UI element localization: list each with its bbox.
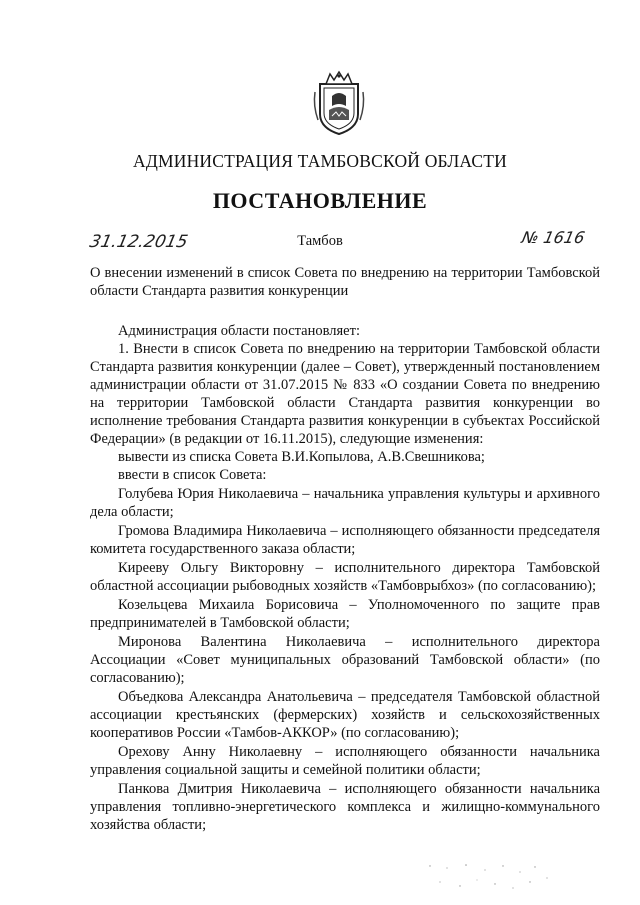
remove-members-paragraph: вывести из списка Совета В.И.Копылова, А.В.Свешникова; (118, 449, 485, 465)
member-entry: Объедкова Александра Анатольевича – председателя Тамбовской областной ассоциации крестьянских (фермерских) хозяйств и сельскохозяйственных кооперативов России «Тамбов-АККОР» (по согласованию); (90, 689, 600, 741)
city: Тамбов (297, 233, 343, 249)
member-entry: Миронова Валентина Николаевича – исполнительного директора Ассоциации «Совет муниципальных образований Тамбовской области» (по согласованию); (90, 634, 600, 686)
intro-paragraph: Администрация области постановляет: (118, 323, 360, 339)
scan-noise (425, 862, 555, 892)
handwritten-number: № 1616 (519, 228, 587, 247)
member-entry: Громова Владимира Николаевича – исполняющего обязанности председателя комитета государственного заказа области; (90, 523, 600, 557)
subject-heading: О внесении изменений в список Совета по внедрению на территории Тамбовской области Стандарта развития конкуренции (90, 265, 600, 299)
add-members-paragraph: ввести в список Совета: (118, 467, 267, 483)
member-entry: Орехову Анну Николаевну – исполняющего обязанности начальника управления социальной защиты и семейной политики области; (90, 744, 600, 778)
member-entry: Кирееву Ольгу Викторовну – исполнительного директора Тамбовской областной ассоциации рыбоводных хозяйств «Тамбоврыбхоз» (по согласованию); (90, 560, 600, 594)
member-entry: Панкова Дмитрия Николаевича – исполняющего обязанности начальника управления топливно-энергетического комплекса и жилищно-коммунального хозяйства области; (90, 781, 600, 833)
member-entry: Голубева Юрия Николаевича – начальника управления культуры и архивного дела области; (90, 486, 600, 520)
document-body (90, 322, 600, 834)
member-entry: Козельцева Михаила Борисовича – Уполномоченного по защите прав предпринимателей в Тамбовской области; (90, 597, 600, 631)
document-type-title: ПОСТАНОВЛЕНИЕ (212, 188, 428, 213)
item-1-paragraph: 1. Внести в список Совета по внедрению на территории Тамбовской области Стандарта развития конкуренции (далее – Совет), утвержденный постановлением администрации области от 31.07.2015 № 833 «О создании Совета по внедрению на территории Тамбовской области Стандарта развития конкуренции во исполнение требования Стандарта развития конкуренции в субъектах Российской Федерации» (в редакции от 16.11.2015), следующие изменения: (90, 341, 600, 447)
coat-of-arms-icon (312, 70, 366, 136)
agency-name: АДМИНИСТРАЦИЯ ТАМБОВСКОЙ ОБЛАСТИ (133, 151, 507, 171)
handwritten-date: 31.12.2015 (87, 232, 190, 252)
